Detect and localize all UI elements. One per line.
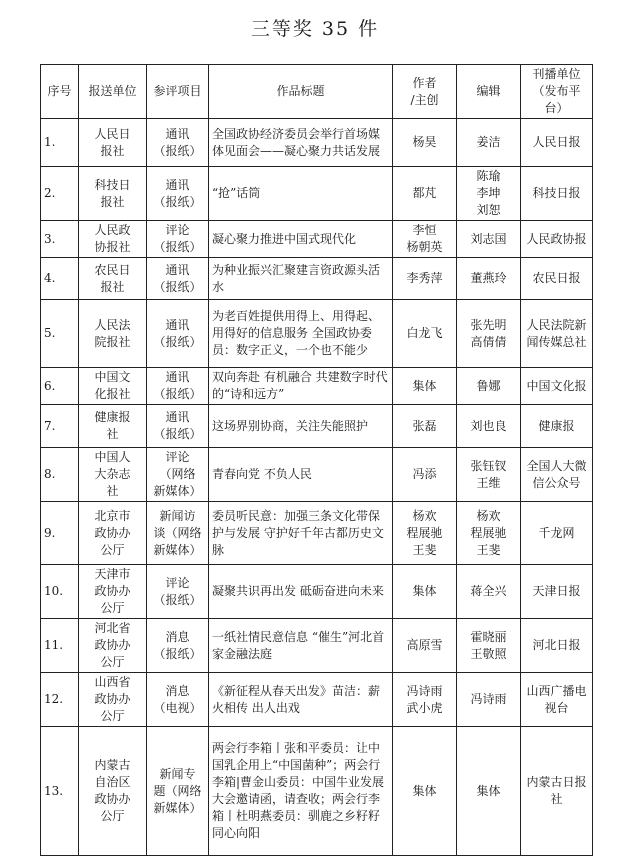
cell-work-title: 为老百姓提供用得上、用得起、用得好的信息服务 全国政协委员：数字正义，一个也不能少 (209, 300, 393, 368)
cell-category: 通讯 （报纸） (147, 300, 209, 368)
cell-seq: 10. (41, 565, 79, 619)
cell-publisher: 人民日报 (521, 119, 593, 167)
cell-category: 通讯 （报纸） (147, 119, 209, 167)
cell-category: 新闻访 谈（网络 新媒体） (147, 502, 209, 565)
cell-unit: 健康报 社 (79, 405, 147, 448)
cell-editor: 陈瑜 李坤 刘恕 (457, 167, 521, 221)
cell-publisher: 山西广播电视台 (521, 673, 593, 727)
cell-category: 评论 （报纸） (147, 565, 209, 619)
cell-editor: 刘志国 (457, 221, 521, 258)
table-row (41, 405, 593, 448)
cell-seq: 8. (41, 448, 79, 502)
cell-author: 高原雪 (393, 619, 457, 673)
header-work-title: 作品标题 (209, 65, 393, 119)
cell-author: 冯添 (393, 448, 457, 502)
cell-seq: 12. (41, 673, 79, 727)
cell-editor: 张先明 高倩倩 (457, 300, 521, 368)
cell-publisher: 中国文化报 (521, 368, 593, 405)
cell-work-title: 青春向党 不负人民 (209, 448, 393, 502)
cell-author: 李恒 杨朝英 (393, 221, 457, 258)
cell-unit: 人民政 协报社 (79, 221, 147, 258)
cell-author: 集体 (393, 368, 457, 405)
cell-category: 消息 （电视） (147, 673, 209, 727)
cell-editor: 鲁娜 (457, 368, 521, 405)
cell-work-title: 委员听民意：加强三条文化带保护与发展 守护好千年古都历史文脉 (209, 502, 393, 565)
cell-publisher: 河北日报 (521, 619, 593, 673)
cell-editor: 蒋全兴 (457, 565, 521, 619)
cell-publisher: 人民政协报 (521, 221, 593, 258)
cell-publisher: 科技日报 (521, 167, 593, 221)
cell-editor: 刘也良 (457, 405, 521, 448)
cell-unit: 中国人 大杂志 社 (79, 448, 147, 502)
cell-work-title: 凝心聚力推进中国式现代化 (209, 221, 393, 258)
cell-category: 通讯 （报纸） (147, 258, 209, 300)
cell-publisher: 全国人大微信公众号 (521, 448, 593, 502)
cell-unit: 人民日 报社 (79, 119, 147, 167)
table-row (41, 619, 593, 673)
cell-work-title: 为种业振兴汇聚建言资政源头活水 (209, 258, 393, 300)
cell-seq: 2. (41, 167, 79, 221)
cell-seq: 3. (41, 221, 79, 258)
table-row (41, 221, 593, 258)
cell-editor: 冯诗雨 (457, 673, 521, 727)
table-row (41, 448, 593, 502)
cell-publisher: 人民法院新闻传媒总社 (521, 300, 593, 368)
cell-publisher: 千龙网 (521, 502, 593, 565)
cell-editor: 张钰钗 王维 (457, 448, 521, 502)
cell-work-title: 这场界别协商，关注失能照护 (209, 405, 393, 448)
cell-unit: 内蒙古 自治区 政协办 公厅 (79, 727, 147, 856)
cell-work-title: 一纸社情民意信息 “催生”河北首家金融法庭 (209, 619, 393, 673)
cell-work-title: 双向奔赴 有机融合 共建数字时代的“诗和远方” (209, 368, 393, 405)
table-row (41, 167, 593, 221)
cell-author: 冯诗雨 武小虎 (393, 673, 457, 727)
cell-unit: 天津市 政协办 公厅 (79, 565, 147, 619)
awards-table (40, 64, 593, 856)
header-editor: 编辑 (457, 65, 521, 119)
cell-work-title: “抢”话筒 (209, 167, 393, 221)
table-row (41, 502, 593, 565)
table-row (41, 300, 593, 368)
cell-editor: 霍晓丽 王敬照 (457, 619, 521, 673)
cell-publisher: 内蒙古日报社 (521, 727, 593, 856)
cell-publisher: 农民日报 (521, 258, 593, 300)
cell-author: 集体 (393, 565, 457, 619)
cell-author: 集体 (393, 727, 457, 856)
cell-editor: 集体 (457, 727, 521, 856)
cell-editor: 姜洁 (457, 119, 521, 167)
table-row (41, 368, 593, 405)
cell-category: 通讯 （报纸） (147, 167, 209, 221)
cell-unit: 科技日 报社 (79, 167, 147, 221)
table-row (41, 727, 593, 856)
cell-seq: 6. (41, 368, 79, 405)
header-category: 参评项目 (147, 65, 209, 119)
header-author: 作者 /主创 (393, 65, 457, 119)
header-publisher: 刊播单位 （发布平台） (521, 65, 593, 119)
header-unit: 报送单位 (79, 65, 147, 119)
cell-author: 都芃 (393, 167, 457, 221)
header-seq: 序号 (41, 65, 79, 119)
cell-unit: 人民法 院报社 (79, 300, 147, 368)
cell-seq: 13. (41, 727, 79, 856)
cell-work-title: 《新征程从春天出发》苗洁：薪火相传 出人出戏 (209, 673, 393, 727)
cell-author: 杨昊 (393, 119, 457, 167)
cell-author: 李秀萍 (393, 258, 457, 300)
cell-publisher: 天津日报 (521, 565, 593, 619)
cell-category: 通讯 （报纸） (147, 405, 209, 448)
page-title: 三等奖 35 件 (250, 18, 380, 40)
cell-work-title: 两会行李箱丨张和平委员：让中国乳企用上“中国菌种”；两会行李箱|曹金山委员：中国牛业发展大会邀请函，请查收；两会行李箱丨杜明燕委员：驯鹿之乡籽籽同心向阳 (209, 727, 393, 856)
cell-seq: 7. (41, 405, 79, 448)
cell-category: 评论 （网络 新媒体） (147, 448, 209, 502)
table-row (41, 119, 593, 167)
cell-unit: 山西省 政协办 公厅 (79, 673, 147, 727)
cell-author: 白龙飞 (393, 300, 457, 368)
cell-publisher: 健康报 (521, 405, 593, 448)
cell-editor: 董燕玲 (457, 258, 521, 300)
cell-seq: 11. (41, 619, 79, 673)
table-row (41, 565, 593, 619)
cell-unit: 河北省 政协办 公厅 (79, 619, 147, 673)
table-header-row (41, 65, 593, 119)
cell-seq: 5. (41, 300, 79, 368)
cell-unit: 中国文 化报社 (79, 368, 147, 405)
cell-seq: 4. (41, 258, 79, 300)
table-row (41, 673, 593, 727)
table-row (41, 258, 593, 300)
cell-seq: 9. (41, 502, 79, 565)
cell-category: 通讯 （报纸） (147, 368, 209, 405)
cell-editor: 杨欢 程展驰 王斐 (457, 502, 521, 565)
cell-seq: 1. (41, 119, 79, 167)
cell-category: 消息 （报纸） (147, 619, 209, 673)
cell-work-title: 凝聚共识再出发 砥砺奋进向未来 (209, 565, 393, 619)
cell-unit: 农民日 报社 (79, 258, 147, 300)
cell-author: 张磊 (393, 405, 457, 448)
cell-category: 新闻专 题（网络 新媒体） (147, 727, 209, 856)
cell-work-title: 全国政协经济委员会举行首场媒体见面会——凝心聚力共话发展 (209, 119, 393, 167)
cell-unit: 北京市 政协办 公厅 (79, 502, 147, 565)
cell-author: 杨欢 程展驰 王斐 (393, 502, 457, 565)
cell-category: 评论 （报纸） (147, 221, 209, 258)
